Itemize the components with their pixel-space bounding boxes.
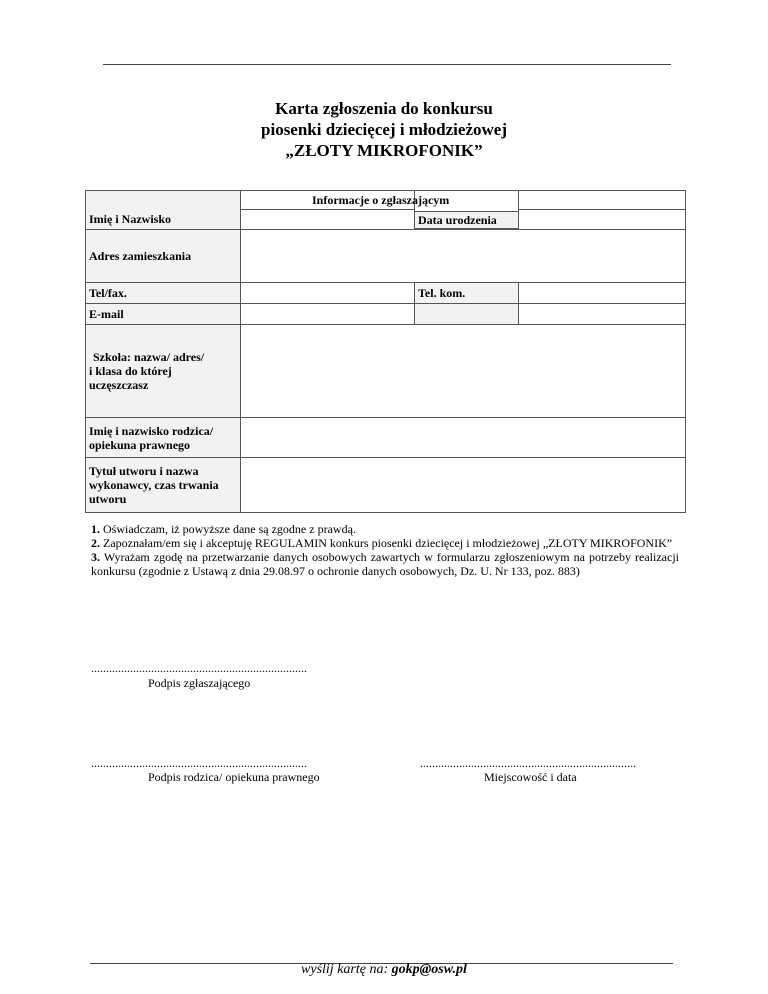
parent-label-cell (86, 418, 241, 458)
name-label-cell (86, 191, 241, 230)
song-label-line-1: Tytuł utworu i nazwa (89, 464, 199, 478)
parent-label-line-2: opiekuna prawnego (89, 437, 191, 452)
school-label-line-2: i klasa do której (89, 364, 172, 378)
name-label: Imię i Nazwisko (89, 212, 171, 226)
song-label-line-3: utworu (89, 492, 127, 506)
statement-2-number: 2. (91, 536, 100, 550)
title-line-2: piosenki dziecięcej i młodzieżowej (261, 120, 507, 139)
statement-1-text: Oświadczam, iż powyższe dane są zgodne z prawdą. (100, 522, 356, 536)
parent-input-cell[interactable] (241, 418, 686, 458)
statement-3 (91, 550, 679, 578)
statement-2 (91, 536, 679, 550)
extra-input-cell[interactable] (519, 304, 686, 325)
form-title (0, 98, 768, 161)
song-label-cell (86, 458, 241, 513)
mobile-label: Tel. kom. (418, 286, 466, 300)
email-label-cell (86, 304, 241, 325)
applicant-signature-label: Podpis zgłaszającego (148, 676, 251, 690)
parent-signature-line[interactable]: ........................................................................ (91, 756, 307, 770)
footer-email[interactable]: gokp@osw.pl (391, 962, 467, 977)
school-input-cell[interactable] (241, 325, 686, 418)
birth-label: Data urodzenia (415, 211, 518, 229)
tel-label: Tel/fax. (89, 286, 127, 300)
school-label-cell (86, 325, 241, 418)
address-input-cell[interactable] (241, 230, 686, 283)
section-header: Informacje o zgłaszającym (312, 193, 450, 207)
school-label-line-1: Szkoła: nazwa/ adres/ (93, 350, 205, 364)
footer (0, 962, 768, 978)
statement-1-number: 1. (91, 522, 100, 536)
address-label: Adres zamieszkania (89, 249, 192, 263)
empty-gray-cell (415, 304, 519, 325)
parent-signature-label: Podpis rodzica/ opiekuna prawnego (148, 770, 320, 784)
statement-1 (91, 522, 679, 536)
tel-label-cell (86, 283, 241, 304)
parent-label-line-1: Imię i nazwisko rodzica/ (89, 423, 214, 438)
address-label-cell (86, 230, 241, 283)
mobile-input-cell[interactable] (519, 283, 686, 304)
applicant-signature-line[interactable]: ........................................................................ (91, 661, 307, 675)
email-label: E-mail (89, 307, 124, 321)
title-line-1: Karta zgłoszenia do konkursu (275, 99, 493, 118)
place-date-label: Miejscowość i data (484, 770, 577, 784)
statement-3-text: Wyrażam zgodę na przetwarzanie danych osobowych zawartych w formularzu zgłoszeniowym na potrzeby realizacji konkursu (zgodnie z Ustawą z dnia 29.08.97 o ochronie danych osobowych, Dz. U. Nr 133, poz. 883) (91, 550, 679, 578)
mobile-label-cell (415, 283, 519, 304)
email-input-cell[interactable] (241, 304, 415, 325)
tel-input-cell[interactable] (241, 283, 415, 304)
song-input-cell[interactable] (241, 458, 686, 513)
statement-2-text: Zapoznałam/em się i akceptuję REGULAMIN konkurs piosenki dziecięcej i młodzieżowej „ZŁOTY MIKROFONIK” (100, 536, 673, 550)
title-line-3: „ZŁOTY MIKROFONIK” (285, 141, 483, 160)
place-date-line[interactable]: ........................................................................ (420, 756, 636, 770)
birth-input-cell[interactable] (519, 191, 686, 230)
footer-prefix: wyślij kartę na: (301, 962, 392, 977)
school-label-line-3: uczęszczasz (89, 378, 149, 392)
application-form-table (85, 190, 686, 513)
top-rule (103, 64, 671, 65)
song-label-line-2: wykonawcy, czas trwania (89, 478, 219, 492)
statement-3-number: 3. (91, 550, 100, 564)
statements (91, 522, 679, 578)
